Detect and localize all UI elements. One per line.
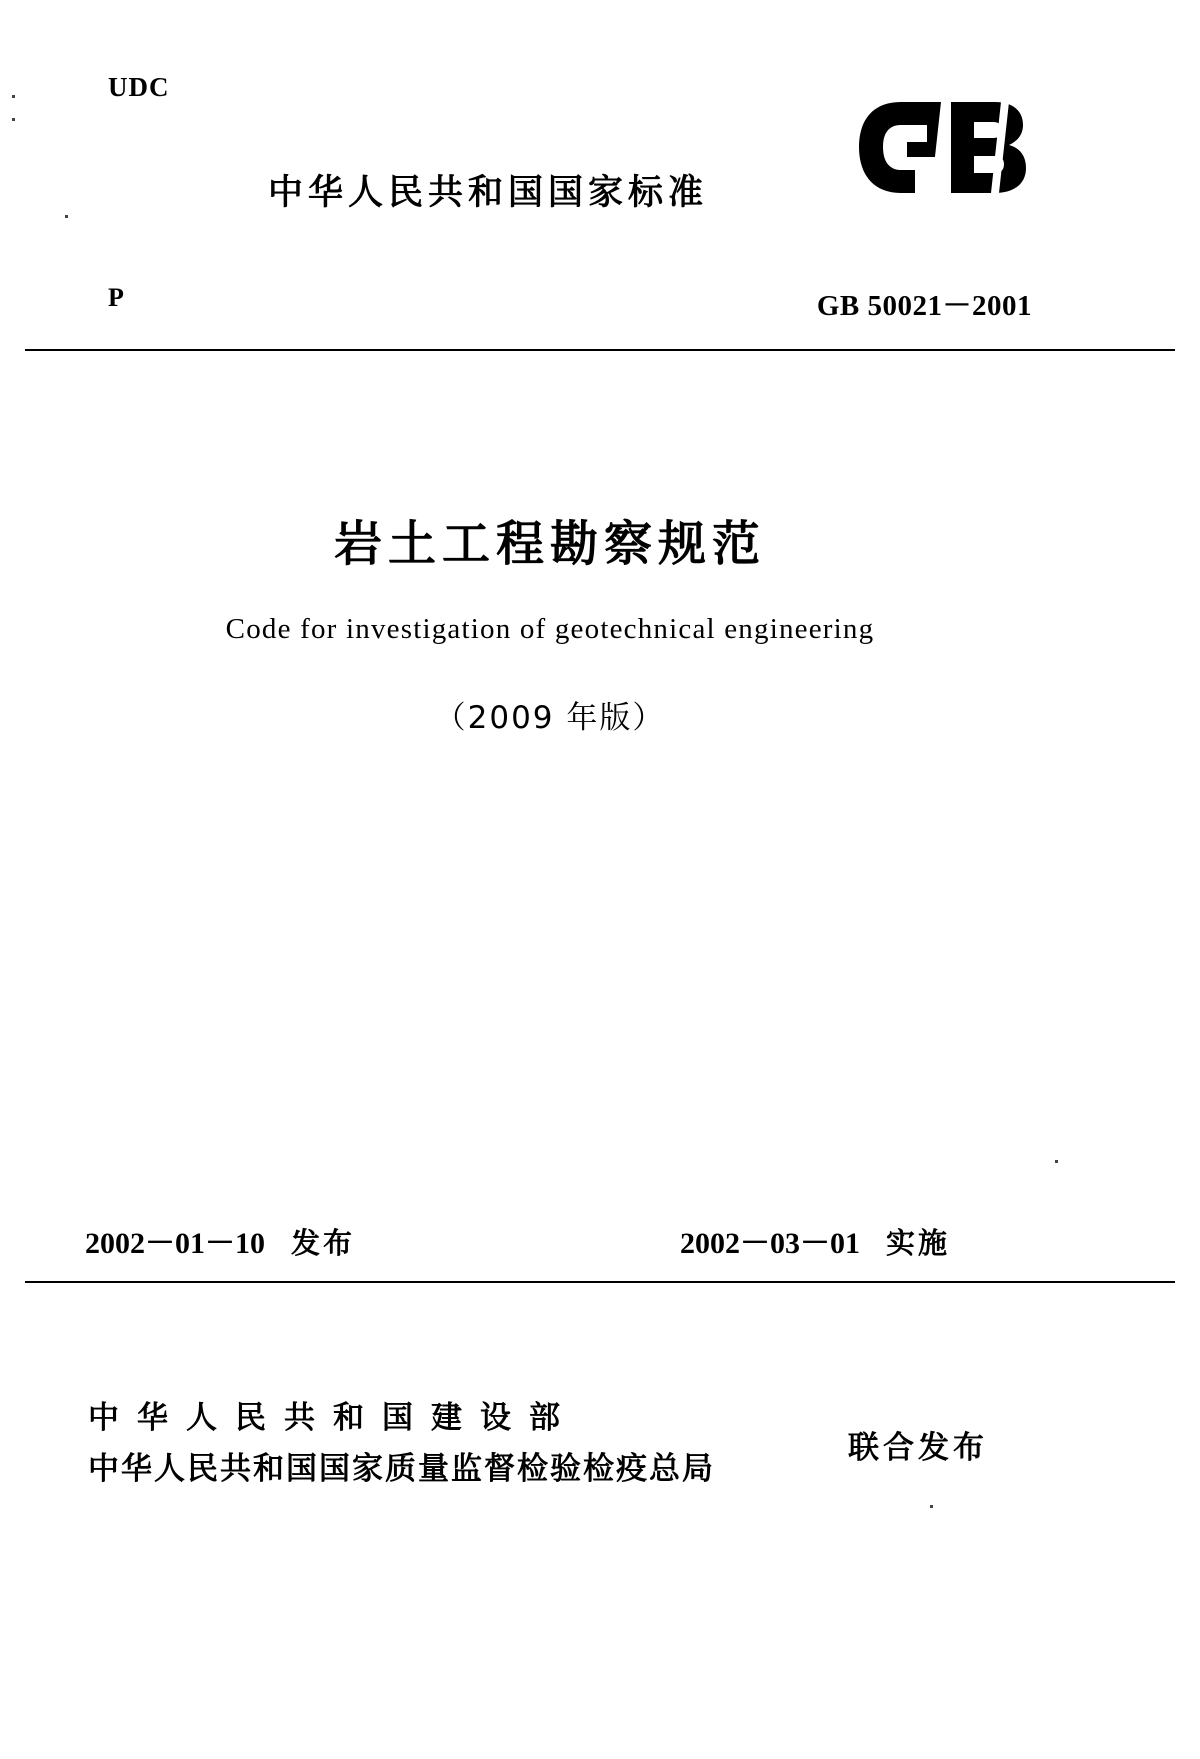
divider-top [25, 349, 1175, 351]
edition-label: （2009 年版） [434, 700, 666, 736]
classification-mark: P [108, 283, 124, 312]
gb-logo-icon [855, 100, 1030, 195]
scan-artifact-dot [12, 118, 15, 121]
scan-artifact-dot [1055, 1160, 1058, 1163]
publish-action-label: 发布 [291, 1226, 356, 1260]
issuer-primary: 中华人民共和国建设部 [88, 1400, 578, 1436]
publish-date-block [85, 1218, 355, 1262]
standard-code: GB 50021－2001 [816, 290, 1032, 322]
effective-date: 2002－03－01 [680, 1227, 860, 1260]
udc-label: UDC [108, 72, 170, 102]
scan-artifact-dot [930, 1505, 933, 1508]
national-standard-title: 中华人民共和国国家标准 [268, 173, 709, 213]
divider-bottom [25, 1281, 1175, 1283]
page-title-english: Code for investigation of geotechnical engineering [225, 613, 875, 645]
scan-artifact-dot [12, 95, 15, 98]
scan-artifact-dot [65, 215, 68, 218]
effective-action-label: 实施 [886, 1226, 951, 1260]
publish-date: 2002－01－10 [85, 1227, 265, 1260]
issuer-secondary: 中华人民共和国国家质量监督检验检疫总局 [88, 1451, 715, 1487]
effective-date-block [680, 1218, 950, 1262]
page-title: 岩土工程勘察规范 [333, 516, 766, 572]
joint-release-label: 联合发布 [848, 1430, 988, 1466]
